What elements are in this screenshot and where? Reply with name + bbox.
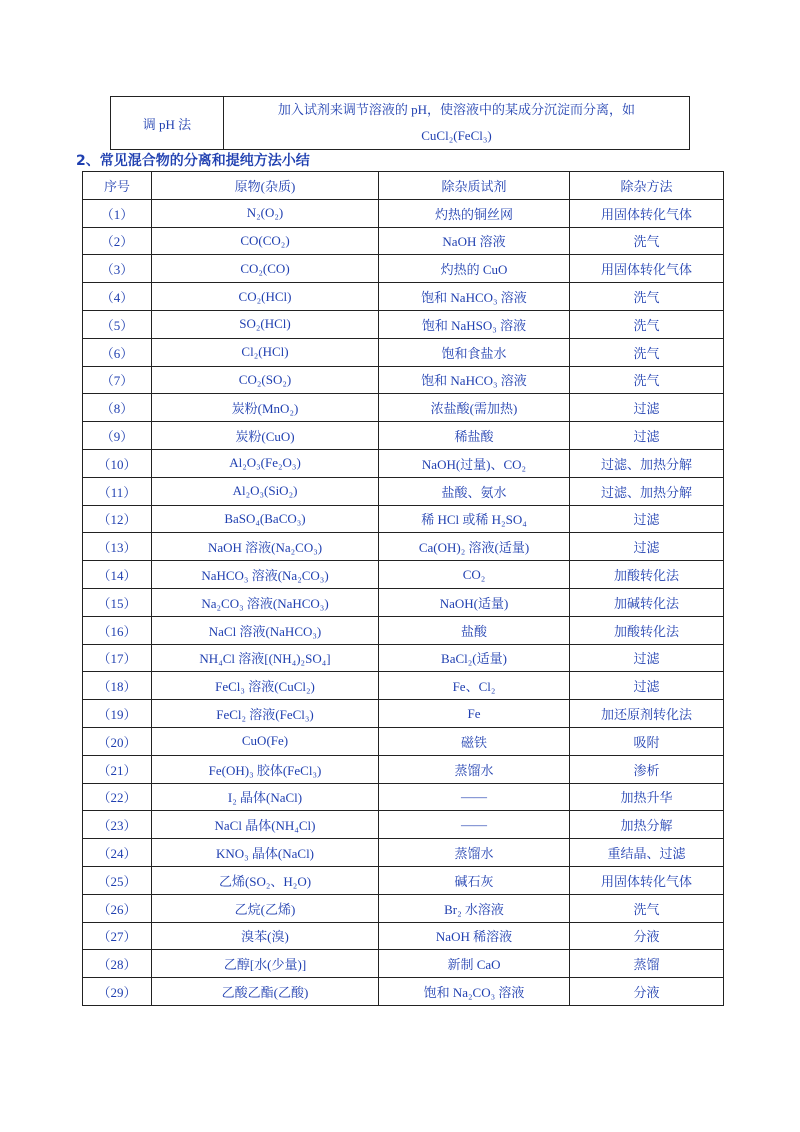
table-row	[83, 839, 724, 867]
row-reagent: Ca(OH)₂ 溶液(适量)	[379, 533, 570, 561]
table-row	[83, 978, 724, 1006]
row-reagent: CO₂	[379, 561, 570, 589]
row-reagent: 饱和 Na₂CO₃ 溶液	[379, 978, 570, 1006]
row-number: （22）	[83, 783, 152, 811]
row-method: 重结晶、过滤	[570, 839, 724, 867]
row-reagent: NaOH(过量)、CO₂	[379, 449, 570, 477]
row-substance: CO₂(SO₂)	[152, 366, 379, 394]
row-method: 加热分解	[570, 811, 724, 839]
row-substance: CO₂(CO)	[152, 255, 379, 283]
row-method: 加酸转化法	[570, 561, 724, 589]
row-substance: FeCl₂ 溶液(FeCl₃)	[152, 700, 379, 728]
row-number: （12）	[83, 505, 152, 533]
row-number: （25）	[83, 866, 152, 894]
row-method: 吸附	[570, 727, 724, 755]
row-number: （13）	[83, 533, 152, 561]
row-number: （11）	[83, 477, 152, 505]
row-reagent: 饱和 NaHCO₃ 溶液	[379, 283, 570, 311]
row-method: 渗析	[570, 755, 724, 783]
header-reagent: 除杂质试剂	[379, 172, 570, 200]
table-row	[83, 727, 724, 755]
row-substance: N₂(O₂)	[152, 199, 379, 227]
row-number: （8）	[83, 394, 152, 422]
row-reagent: 蒸馏水	[379, 839, 570, 867]
row-number: （16）	[83, 616, 152, 644]
row-method: 分液	[570, 978, 724, 1006]
row-number: （20）	[83, 727, 152, 755]
row-reagent: NaOH 溶液	[379, 227, 570, 255]
row-substance: 乙酸乙酯(乙酸)	[152, 978, 379, 1006]
row-reagent: 盐酸	[379, 616, 570, 644]
row-number: （21）	[83, 755, 152, 783]
row-reagent: Fe	[379, 700, 570, 728]
row-number: （1）	[83, 199, 152, 227]
row-reagent: 盐酸、氨水	[379, 477, 570, 505]
table-row	[83, 894, 724, 922]
row-substance: Na₂CO₃ 溶液(NaHCO₃)	[152, 588, 379, 616]
row-reagent: 灼热的 CuO	[379, 255, 570, 283]
row-reagent: BaCl₂(适量)	[379, 644, 570, 672]
row-substance: 乙烷(乙烯)	[152, 894, 379, 922]
row-substance: 溴苯(溴)	[152, 922, 379, 950]
row-method: 蒸馏	[570, 950, 724, 978]
row-method: 过滤	[570, 505, 724, 533]
row-reagent: 饱和 NaHSO₃ 溶液	[379, 310, 570, 338]
row-reagent: 饱和 NaHCO₃ 溶液	[379, 366, 570, 394]
row-method: 洗气	[570, 366, 724, 394]
row-method: 洗气	[570, 310, 724, 338]
row-substance: 乙醇[水(少量)]	[152, 950, 379, 978]
row-number: （10）	[83, 449, 152, 477]
row-method: 加碱转化法	[570, 588, 724, 616]
row-substance: BaSO₄(BaCO₃)	[152, 505, 379, 533]
row-method: 洗气	[570, 283, 724, 311]
row-substance: NaHCO₃ 溶液(Na₂CO₃)	[152, 561, 379, 589]
row-substance: SO₂(HCl)	[152, 310, 379, 338]
row-substance: I₂ 晶体(NaCl)	[152, 783, 379, 811]
table-row	[83, 644, 724, 672]
row-number: （4）	[83, 283, 152, 311]
table-row	[83, 811, 724, 839]
table-row	[83, 199, 724, 227]
row-method: 加还原剂转化法	[570, 700, 724, 728]
row-substance: 炭粉(MnO₂)	[152, 394, 379, 422]
table-row	[83, 366, 724, 394]
row-method: 过滤	[570, 533, 724, 561]
row-method: 过滤	[570, 422, 724, 450]
row-method: 用固体转化气体	[570, 866, 724, 894]
row-number: （19）	[83, 700, 152, 728]
header-number: 序号	[83, 172, 152, 200]
row-reagent: 碱石灰	[379, 866, 570, 894]
description-line: 加入试剂来调节溶液的 pH，使溶液中的某成分沉淀而分离，如	[277, 102, 636, 117]
row-substance: NaCl 溶液(NaHCO₃)	[152, 616, 379, 644]
row-substance: CO(CO₂)	[152, 227, 379, 255]
row-number: （27）	[83, 922, 152, 950]
row-number: （2）	[83, 227, 152, 255]
row-substance: 乙烯(SO₂、H₂O)	[152, 866, 379, 894]
ph-method-row	[111, 97, 690, 150]
row-substance: NaOH 溶液(Na₂CO₃)	[152, 533, 379, 561]
table-row	[83, 449, 724, 477]
row-number: （3）	[83, 255, 152, 283]
table-row	[83, 338, 724, 366]
method-description-cell	[224, 97, 690, 150]
row-substance: 炭粉(CuO)	[152, 422, 379, 450]
row-method: 加酸转化法	[570, 616, 724, 644]
row-reagent: ——	[379, 811, 570, 839]
table-row	[83, 950, 724, 978]
row-method: 洗气	[570, 894, 724, 922]
row-reagent: 蒸馏水	[379, 755, 570, 783]
row-number: （9）	[83, 422, 152, 450]
row-substance: Fe(OH)₃ 胶体(FeCl₃)	[152, 755, 379, 783]
table-row	[83, 922, 724, 950]
table-row	[83, 255, 724, 283]
table-row	[83, 477, 724, 505]
description-example: CuCl₂(FeCl₃)	[421, 128, 492, 143]
table-row	[83, 227, 724, 255]
row-reagent: 磁铁	[379, 727, 570, 755]
row-reagent: ——	[379, 783, 570, 811]
row-method: 洗气	[570, 338, 724, 366]
table-row	[83, 310, 724, 338]
row-number: （29）	[83, 978, 152, 1006]
table-row	[83, 755, 724, 783]
row-substance: Al₂O₃(SiO₂)	[152, 477, 379, 505]
row-method: 加热升华	[570, 783, 724, 811]
row-substance: Al₂O₃(Fe₂O₃)	[152, 449, 379, 477]
row-substance: FeCl₃ 溶液(CuCl₂)	[152, 672, 379, 700]
row-number: （18）	[83, 672, 152, 700]
row-method: 过滤、加热分解	[570, 449, 724, 477]
separation-methods-table	[82, 171, 724, 1006]
row-substance: CO₂(HCl)	[152, 283, 379, 311]
row-number: （5）	[83, 310, 152, 338]
table-row	[83, 505, 724, 533]
row-reagent: Br₂ 水溶液	[379, 894, 570, 922]
row-reagent: 浓盐酸(需加热)	[379, 394, 570, 422]
row-number: （24）	[83, 839, 152, 867]
row-number: （26）	[83, 894, 152, 922]
table-header-row	[83, 172, 724, 200]
table-row	[83, 394, 724, 422]
row-method: 过滤	[570, 644, 724, 672]
row-method: 洗气	[570, 227, 724, 255]
table-row	[83, 561, 724, 589]
table-row	[83, 616, 724, 644]
row-substance: NH₄Cl 溶液[(NH₄)₂SO₄]	[152, 644, 379, 672]
row-substance: NaCl 晶体(NH₄Cl)	[152, 811, 379, 839]
table-row	[83, 422, 724, 450]
row-substance: Cl₂(HCl)	[152, 338, 379, 366]
row-reagent: 新制 CaO	[379, 950, 570, 978]
section-heading: 2、常见混合物的分离和提纯方法小结	[76, 153, 310, 169]
row-substance: CuO(Fe)	[152, 727, 379, 755]
table-row	[83, 588, 724, 616]
header-method: 除杂方法	[570, 172, 724, 200]
table-row	[83, 783, 724, 811]
row-substance: KNO₃ 晶体(NaCl)	[152, 839, 379, 867]
table-row	[83, 672, 724, 700]
row-reagent: NaOH(适量)	[379, 588, 570, 616]
row-method: 过滤	[570, 672, 724, 700]
method-name-cell: 调 pH 法	[111, 97, 224, 150]
table-row	[83, 283, 724, 311]
row-method: 分液	[570, 922, 724, 950]
ph-method-table	[110, 96, 690, 150]
row-number: （14）	[83, 561, 152, 589]
row-reagent: 稀 HCl 或稀 H₂SO₄	[379, 505, 570, 533]
row-number: （23）	[83, 811, 152, 839]
row-number: （15）	[83, 588, 152, 616]
row-number: （28）	[83, 950, 152, 978]
row-reagent: Fe、Cl₂	[379, 672, 570, 700]
table-row	[83, 866, 724, 894]
row-reagent: 饱和食盐水	[379, 338, 570, 366]
row-method: 过滤	[570, 394, 724, 422]
row-method: 用固体转化气体	[570, 199, 724, 227]
row-reagent: 稀盐酸	[379, 422, 570, 450]
row-number: （7）	[83, 366, 152, 394]
table-row	[83, 533, 724, 561]
row-method: 过滤、加热分解	[570, 477, 724, 505]
row-reagent: 灼热的铜丝网	[379, 199, 570, 227]
row-reagent: NaOH 稀溶液	[379, 922, 570, 950]
row-number: （17）	[83, 644, 152, 672]
row-method: 用固体转化气体	[570, 255, 724, 283]
table-row	[83, 700, 724, 728]
row-number: （6）	[83, 338, 152, 366]
header-substance: 原物(杂质)	[152, 172, 379, 200]
